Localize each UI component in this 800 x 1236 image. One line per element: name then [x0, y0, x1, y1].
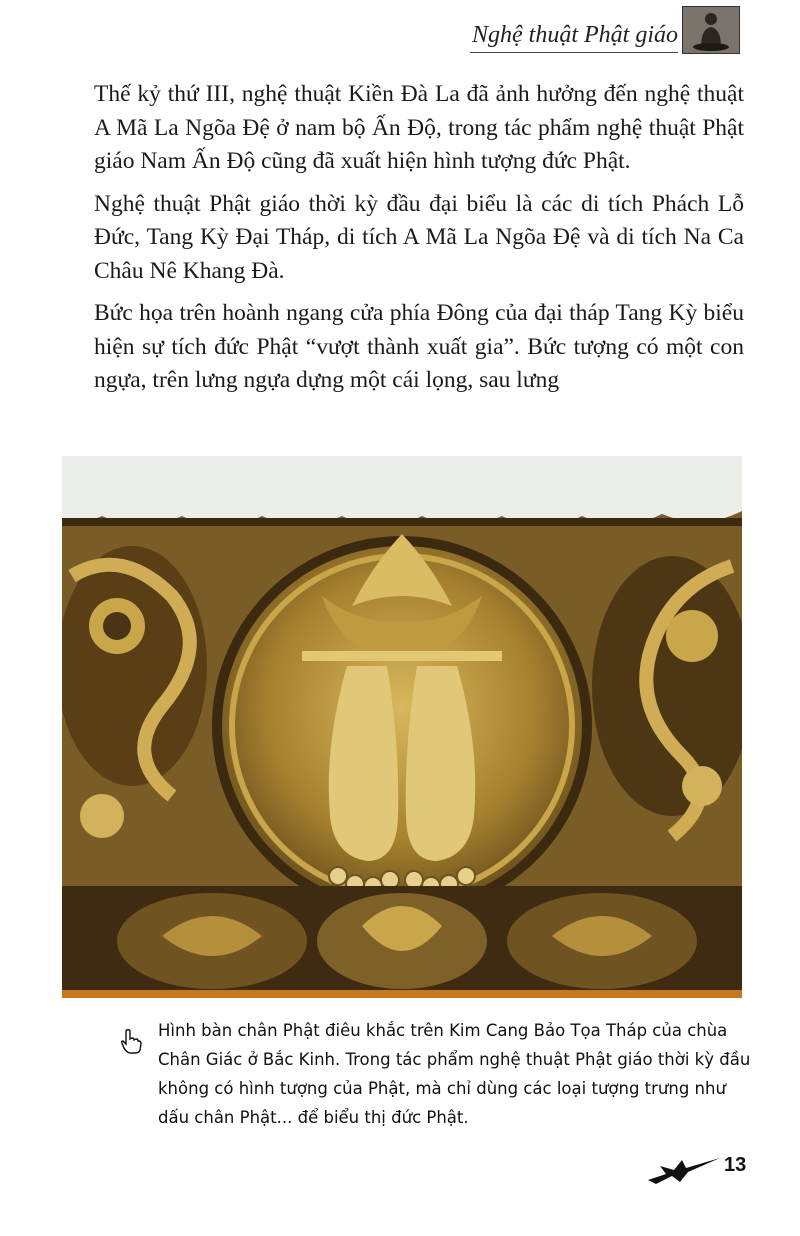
buddha-footprints-relief-image	[62, 456, 742, 998]
running-title: Nghệ thuật Phật giáo	[472, 22, 678, 48]
buddha-statue-thumbnail-icon	[682, 6, 740, 54]
pointing-hand-icon	[120, 1028, 142, 1054]
header-rule	[470, 52, 678, 53]
flying-figure-ornament-icon	[646, 1152, 724, 1188]
paragraph: Nghệ thuật Phật giáo thời kỳ đầu đại biểu là các di tích Phách Lỗ Đức, Tang Kỳ Đại Tháp, di tích A Mã La Ngõa Đệ và di tích Na Ca Châu Nê Khang Đà.	[94, 190, 744, 284]
paragraph: Bức họa trên hoành ngang cửa phía Đông của đại tháp Tang Kỳ biểu hiện sự tích đức Phật “vượt thành xuất gia”. Bức tượng có một con ngựa, trên lưng ngựa dựng một cái lọng, sau lưng	[94, 300, 744, 393]
body-text	[94, 78, 744, 407]
page-header	[0, 0, 800, 60]
paragraph: Thế kỷ thứ III, nghệ thuật Kiền Đà La đã ảnh hưởng đến nghệ thuật A Mã La Ngõa Đệ ở nam bộ Ấn Độ, trong tác phẩm nghệ thuật Phật giáo Nam Ấn Độ cũng đã xuất hiện hình tượng đức Phật.	[94, 81, 744, 174]
page-number: 13	[724, 1154, 747, 1176]
figure-caption: Hình bàn chân Phật điêu khắc trên Kim Cang Bảo Tọa Tháp của chùa Chân Giác ở Bắc Kinh. Trong tác phẩm nghệ thuật Phật giáo thời kỳ đầu không có hình tượng của Phật, mà chỉ dùng các loại tượng trưng như dấu chân Phật... để biểu thị đức Phật.	[158, 1021, 751, 1127]
